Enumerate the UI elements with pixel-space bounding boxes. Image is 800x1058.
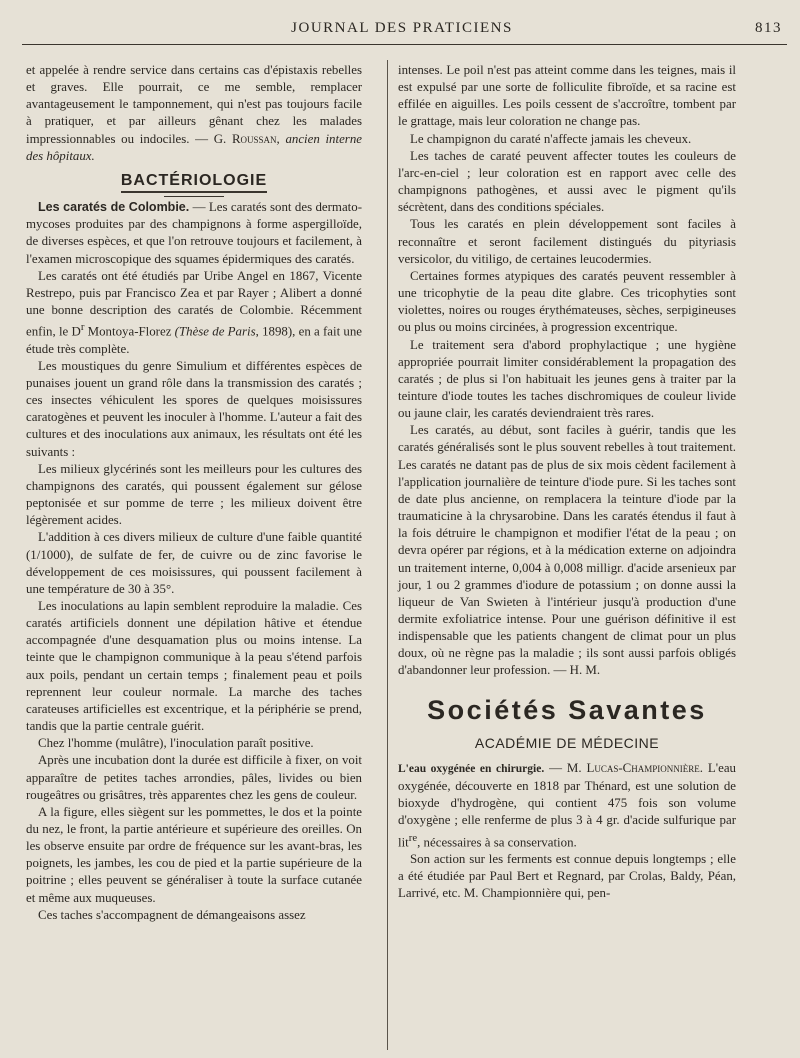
section-rule [164, 196, 224, 197]
article-lead-paragraph [26, 199, 362, 268]
continuation-paragraph [26, 62, 362, 165]
paragraph: Les caratés, au début, sont faciles à guérir, tandis que les caratés généralisés sont le plus souvent rebelles à tout traitement. Les caratés ne datant pas de plus de six mois cèdent facilement à l'application journalière de teinture d'iode pure. Si les taches sont de date plus ancienne, on remplacera la teinture d'iode par la traumaticine à la chrysarobine. Dans les caratés étendus il faut à la fois détruire le champignon et modifier l'état de la peau ; on devra opérer par régions, et à la médication externe on adjoindra un traitement interne, 0,004 à 0,008 milligr. d'acide arsenieux par jour, 1 ou 2 grammes d'iodure de potassium ; on donne aussi la liqueur de Van Swieten à l'intérieur jusqu'à production d'une dermite exfoliatrice intense. Pour une guérison définitive il est indispensable que les patients changent de climat pour un plus doux, où ne règne pas la maladie ; ils sont aussi parfois obligés d'abandonner leur profession. — H. M. [398, 423, 736, 678]
paragraph: A la figure, elles siègent sur les pommettes, le dos et la pointe du nez, le front, la partie antérieure et supérieure des oreilles. On les observe ensuite par ordre de fréquence sur les avant-bras, les poignets, les jambes, les cou de pied et la partie supérieure de la poitrine ; elles peuvent se généraliser à toute la surface cutanée et même aux muqueuses. [26, 804, 362, 905]
paragraph: Les taches de caraté peuvent affecter toutes les couleurs de l'arc-en-ciel ; leur coloration est en rapport avec celle des champignons pathogènes, et aussi avec le pigment qu'ils sécrètent, dans des conditions spéciales. [398, 148, 736, 215]
left-column [26, 62, 362, 924]
journal-title: JOURNAL DES PRATICIENS [291, 20, 513, 36]
paragraph-text: , 1898), en a fait une étude très complète. [26, 324, 362, 356]
paragraph: Chez l'homme (mulâtre), l'inoculation paraît positive. [38, 736, 314, 751]
academie-heading: ACADÉMIE DE MÉDECINE [474, 734, 660, 751]
thesis-citation: (Thèse de Paris [174, 324, 256, 339]
paragraph: intenses. Le poil n'est pas atteint comme dans les teignes, mais il est expulsé par une sorte de folliculite fibroïde, et sa racine est effilée en aiguilles. Les poils cessent de s'accroître, tombent par le grattage, mais leur coloration ne change pas. [398, 63, 736, 129]
section-title: BACTÉRIOLOGIE [121, 172, 267, 193]
paragraph: Après une incubation dont la durée est difficile à fixer, on voit apparaître de petites taches arrondies, pâles, livides ou bien rougeâtres ou grisâtres, très apparentes chez les gens de couleur. [26, 753, 362, 802]
superscript: re [408, 831, 418, 844]
paragraph: L'addition à ces divers milieux de culture d'une faible quantité (1/1000), de sulfate de fer, de cuivre ou de zinc favorise le développement de ces moisissures, qui poussent facilement à une température de 30 à 35°. [26, 530, 362, 596]
paragraph: Les moustiques du genre Simulium et différentes espèces de punaises jouent un grand rôle dans la transmission des caratés ; ces insectes véhiculent les spores de quelques moisissures caratogènes et peuvent les inoculer à l'homme. L'auteur a fait des cultures et des inoculations aux animaux, les résultats ont été les suivants : [26, 358, 362, 459]
author-name: Roussan [231, 131, 277, 146]
running-head [22, 20, 782, 42]
paragraph-text: . L'eau oxygénée, découverte en 1818 par Thénard, est une solution de bioxyde d'hydrogène, qui contient 475 fois son volume d'oxygène ; elle renferme de plus 3 à 4 gr. d'acide sulfurique par lit [398, 760, 736, 849]
article-title: L'eau oxygénée en chirurgie. [398, 762, 545, 775]
section-heading [26, 172, 362, 197]
continuation-text: et appelée à rendre service dans certains cas d'épistaxis rebelles et graves. Elle pourrait, ce me semble, remplacer avantageusement le tamponnement, qui n'est pas toujours facile à pratiquer, et par ailleurs gênant chez les malades impressionnables ou indociles. — G. [26, 63, 362, 146]
author-name: Lucas-Championnière [586, 760, 700, 775]
header-rule [22, 44, 787, 45]
column-divider [387, 60, 388, 1050]
paragraph-text: , nécessaires à sa conservation. [417, 834, 577, 849]
paragraph: Les inoculations au lapin semblent reproduire la maladie. Ces caratés artificiels donnent une dépilation hâtive et étendue accompagnée d'une desquamation plus ou moins intense. La teinte que le champignon communique à la peau s'étend parfois aux poils, pendant un certain temps ; finalement peau et poils reprennent leur couleur normale. La marche des taches carateuses artificielles est excentrique, et la périphérie se prend, tandis que la partie centrale guérit. [26, 598, 362, 734]
paragraph: Son action sur les ferments est connue depuis longtemps ; elle a été étudiée par Paul Bert et Regnard, par Crolas, Baldy, Péan, Larrivé, etc. M. Championnière qui, pen- [398, 852, 736, 901]
article-lead-paragraph [398, 760, 736, 851]
paragraph-text: Les caratés ont été étudiés par Uribe Angel en 1867, Vicente Restrepo, puis par Francisco Zea et par Rayer ; Alibert a donné une bonne description des caratés de Colombie. Récemment enfin, le D [26, 268, 362, 339]
paragraph [26, 268, 362, 358]
paragraph-text: — Les caratés sont des dermato-mycoses produites par des champignons à forme aspergilloïde, de diverses espèces, et que l'on retrouve toujours et facilement, à l'examen microscopique des squames épidermiques des caratés. [26, 200, 362, 266]
superscript: r [80, 321, 85, 334]
article-title: Les caratés de Colombie. [38, 200, 190, 215]
paragraph: Certaines formes atypiques des caratés peuvent ressembler à une tricophytie de la peau dite glabre. Ces tricophyties sont violettes, noires ou rouges érythémateuses, sèches, serpigineuses ou plus ou moins circinées, à progression excentrique. [398, 268, 736, 335]
paragraph: Le traitement sera d'abord prophylactique ; une hygiène appropriée pourrait limiter considérablement la propagation des caratés ; de plus si l'on habituait les jeunes gens à traiter par la teinture d'iode toutes les taches dischromiques de couleur livide ou jaune clair, les caratés deviendraient très rares. [398, 337, 736, 421]
author-affiliation: , ancien interne des hôpitaux. [26, 131, 362, 163]
paragraph: Le champignon du caraté n'affecte jamais les cheveux. [410, 131, 692, 146]
societes-savantes-heading: Sociétés Savantes [427, 694, 707, 725]
right-column [398, 62, 736, 902]
paragraph: Tous les caratés en plein développement sont faciles à reconnaître et seront facilement distingués du pityriasis versicolor, du vitiligo, de certaines leucodermies. [398, 217, 736, 266]
author-name: Montoya-Florez [84, 324, 175, 339]
separator-text: — M. [544, 760, 587, 775]
paragraph: Les milieux glycérinés sont les meilleurs pour les cultures des champignons des caratés, qui poussent également sur gélose peptonisée et sur pomme de terre ; les milieux doivent être légèrement acides. [26, 461, 362, 528]
paragraph: Ces taches s'accompagnent de démangeaisons assez [38, 907, 306, 922]
page-number: 813 [755, 20, 782, 36]
